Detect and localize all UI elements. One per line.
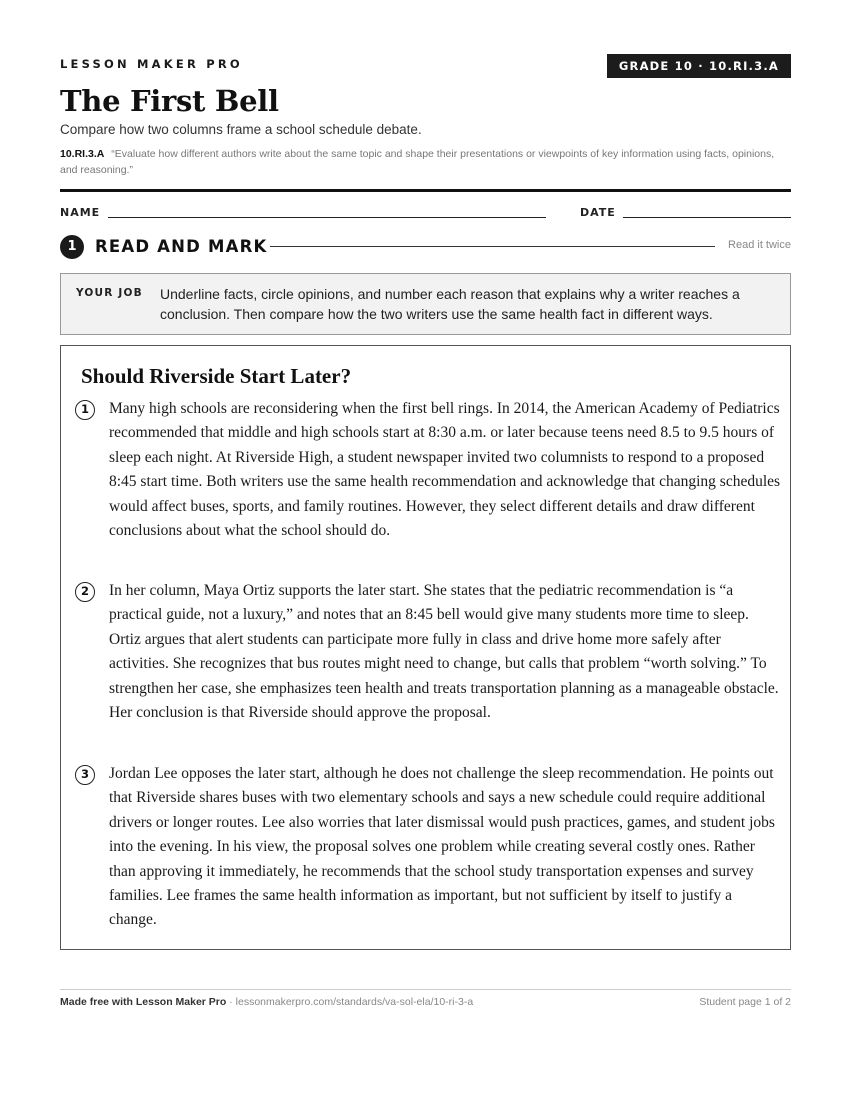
footer-separator: ·: [226, 996, 236, 1008]
name-label: NAME: [60, 206, 101, 219]
paragraph-number-badge: 1: [75, 400, 95, 420]
job-label: YOUR JOB: [76, 287, 143, 299]
header-divider: [60, 189, 791, 192]
step-divider: [270, 246, 715, 247]
page-title: The First Bell: [60, 84, 279, 118]
name-field[interactable]: [108, 217, 546, 218]
footer-url-link[interactable]: lessonmakerpro.com/standards/va-sol-ela/10-ri-3-a: [235, 996, 474, 1008]
footer-divider: [60, 989, 791, 990]
passage-title: Should Riverside Start Later?: [81, 364, 352, 388]
step-title: READ AND MARK: [95, 237, 268, 256]
grade-badge: GRADE 10 · 10.RI.3.A: [607, 54, 791, 78]
date-label: DATE: [580, 206, 616, 219]
job-text: Underline facts, circle opinions, and number each reason that explains why a writer reaches a conclusion. Then compare how the two writers use the same health fact in different ways.: [160, 286, 740, 322]
step-note: Read it twice: [728, 239, 791, 251]
paragraph-text: In her column, Maya Ortiz supports the later start. She states that the pediatric recommendation is “a practical guide, not a luxury,” and notes that an 8:45 bell would give many students more time to sleep. Ortiz argues that alert students can participate more fully in class and drive home more safely after activities. She recognizes that bus routes might need to change, but calls that problem “worth solving.” To strengthen her case, she emphasizes teen health and treats transportation planning as a manageable obstacle. Her conclusion is that Riverside should approve the proposal.: [109, 582, 779, 722]
job-instructions-box: [60, 273, 791, 335]
footer-credit: [60, 996, 473, 1008]
standard-code: 10.RI.3.A: [60, 148, 105, 160]
paragraph-text: Many high schools are reconsidering when the first bell rings. In 2014, the American Academy of Pediatrics recommended that middle and high schools start at 8:30 a.m. or later because teens need 8.5 to 9.5 hours of sleep each night. At Riverside High, a student newspaper invited two columnists to respond to a proposed 8:45 start time. Both writers use the same health recommendation and acknowledge that changing schedules would affect buses, sports, and family routines. However, they select different details and draw different conclusions about what the school should do.: [109, 400, 781, 540]
footer-page-number: Student page 1 of 2: [699, 996, 791, 1008]
brand-name: LESSON MAKER PRO: [60, 57, 243, 71]
reading-passage: [60, 345, 791, 950]
page-subtitle: Compare how two columns frame a school schedule debate.: [60, 122, 422, 137]
standard-text: “Evaluate how different authors write about the same topic and shape their presentations or viewpoints of key information using facts, opinions, and reasoning.”: [60, 148, 775, 176]
worksheet-page: [60, 0, 791, 1100]
date-field[interactable]: [623, 217, 791, 218]
footer-made-with: Made free with Lesson Maker Pro: [60, 996, 227, 1008]
paragraph-number-badge: 3: [75, 765, 95, 785]
step-number-badge: 1: [60, 235, 84, 259]
paragraph-number-badge: 2: [75, 582, 95, 602]
paragraph-text: Jordan Lee opposes the later start, although he does not challenge the sleep recommendation. He points out that Riverside shares buses with two elementary schools and says a new schedule could require additional drivers or longer routes. Lee also worries that later dismissal would push practices, games, and student jobs into the evening. In his view, the proposal solves one problem while creating several costly ones. Rather than approving it immediately, he recommends that the school study transportation expenses and survey families. Lee frames the same health information as important, but not sufficient by itself to justify a change.: [109, 765, 775, 929]
standard-description: [60, 147, 791, 178]
